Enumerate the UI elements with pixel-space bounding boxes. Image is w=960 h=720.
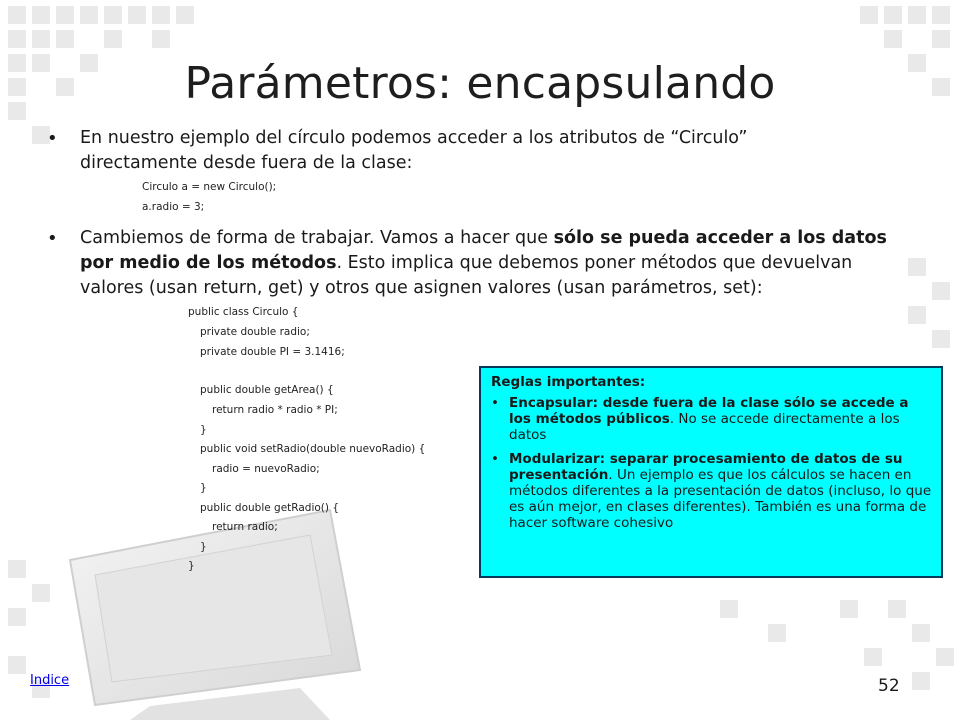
text-segment: Cambiemos de forma de trabajar. Vamos a hacer que <box>80 228 554 248</box>
page-number: 52 <box>878 676 900 696</box>
bold-text: Encapsular: desde fuera de la clase sólo se accede a los métodos públicos <box>509 395 909 427</box>
bullet-dot: • <box>47 128 58 149</box>
code-line: return radio * radio * PI; <box>212 404 338 416</box>
code-line: private double radio; <box>200 326 310 338</box>
code-line: } <box>200 541 207 553</box>
bullet-encapsulation-intro <box>47 126 940 176</box>
rule-item-modularize <box>491 451 933 531</box>
bullet-dot: • <box>491 395 499 411</box>
bullet-dot: • <box>491 451 499 467</box>
important-rules-box <box>479 366 943 578</box>
rules-title: Reglas importantes: <box>491 374 646 390</box>
code-line: Circulo a = new Circulo(); <box>142 181 277 193</box>
bold-text: por medio de los métodos <box>80 253 337 273</box>
code-line: a.radio = 3; <box>142 201 205 213</box>
code-line: } <box>188 560 195 572</box>
bullet-text-line: valores (usan return, get) y otros que asignen valores (usan parámetros, set): <box>80 278 763 298</box>
code-line: public void setRadio(double nuevoRadio) { <box>200 443 426 455</box>
bullet-text-line: En nuestro ejemplo del círculo podemos acceder a los atributos de “Circulo” <box>80 128 748 148</box>
code-line: return radio; <box>212 521 278 533</box>
bullet-text-line <box>80 251 940 276</box>
code-line: } <box>200 482 207 494</box>
bullet-dot: • <box>47 228 58 249</box>
bold-text: Modularizar: separar procesamiento de datos de su presentación <box>509 451 903 483</box>
code-line: public double getRadio() { <box>200 502 340 514</box>
bullet-text-line: directamente desde fuera de la clase: <box>80 153 413 173</box>
code-line: radio = nuevoRadio; <box>212 463 320 475</box>
code-line: private double PI = 3.1416; <box>200 346 345 358</box>
code-line: } <box>200 424 207 436</box>
bold-text: sólo se pueda acceder a los datos <box>553 228 887 248</box>
bullet-change-approach <box>47 226 940 301</box>
rule-item-encapsulate <box>491 395 933 443</box>
text-segment: . Un ejemplo es que los cálculos se hacen en métodos diferentes a la presentación de datos (incluso, lo que es aún mejor, en clases diferentes). También es una forma de hacer software cohesivo <box>509 467 932 531</box>
text-segment: . Esto implica que debemos poner métodos que devuelvan <box>336 253 853 273</box>
slide-title: Parámetros: encapsulando <box>184 58 776 109</box>
text-segment: . No se accede directamente a los datos <box>509 411 900 443</box>
code-line: public class Circulo { <box>188 306 299 318</box>
indice-link[interactable]: Indice <box>30 673 70 688</box>
bullet-text-line <box>80 226 940 251</box>
code-line: public double getArea() { <box>200 384 334 396</box>
